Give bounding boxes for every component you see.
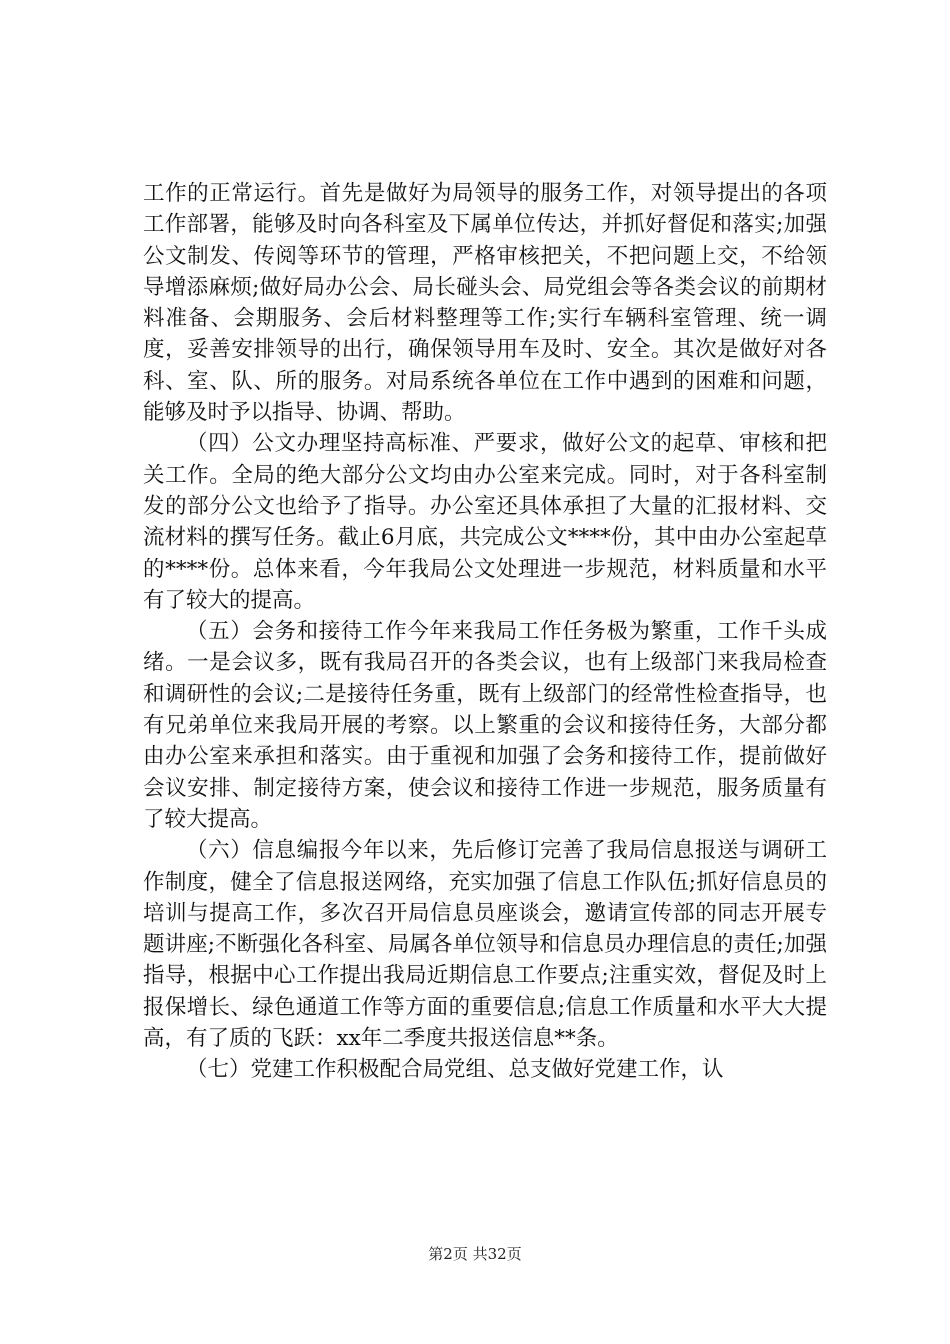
paragraph-2: （四）公文办理坚持高标准、严要求，做好公文的起草、审核和把关工作。全局的绝大部分公文均由办公室来完成。同时，对于各科室制发的部分公文也给予了指导。办公室还具体承担了大量的汇报材料、交流材料的撰写任务。截止6月底，共完成公文****份，其中由办公室起草的****份。总体来看，今年我局公文处理进一步规范，材料质量和水平有了较大的提高。 [143, 431, 827, 613]
page-number-footer: 第2页 共32页 [428, 1245, 522, 1263]
paragraph-1: 工作的正常运行。首先是做好为局领导的服务工作，对领导提出的各项工作部署，能够及时向各科室及下属单位传达，并抓好督促和落实;加强公文制发、传阅等环节的管理，严格审核把关，不把问题上交，不给领导增添麻烦;做好局办公会、局长碰头会、局党组会等各类会议的前期材料准备、会期服务、会后材料整理等工作;实行车辆科室管理、统一调度，妥善安排领导的出行，确保领导用车及时、安全。其次是做好对各科、室、队、所的服务。对局系统各单位在工作中遇到的困难和问题，能够及时予以指导、协调、帮助。 [143, 181, 827, 426]
paragraph-5: （七）党建工作积极配合局党组、总支做好党建工作，认 [186, 1057, 724, 1083]
document-body [143, 178, 827, 1086]
paragraph-3: （五）会务和接待工作今年来我局工作任务极为繁重，工作千头成绪。一是会议多，既有我局召开的各类会议，也有上级部门来我局检查和调研性的会议;二是接待任务重，既有上级部门的经常性检查指导，也有兄弟单位来我局开展的考察。以上繁重的会议和接待任务，大部分都由办公室来承担和落实。由于重视和加强了会务和接待工作，提前做好会议安排、制定接待方案，使会议和接待工作进一步规范，服务质量有了较大提高。 [143, 619, 827, 832]
paragraph-4: （六）信息编报今年以来，先后修订完善了我局信息报送与调研工作制度，健全了信息报送网络，充实加强了信息工作队伍;抓好信息员的培训与提高工作，多次召开局信息员座谈会，邀请宣传部的同志开展专题讲座;不断强化各科室、局属各单位领导和信息员办理信息的责任;加强指导，根据中心工作提出我局近期信息工作要点;注重实效，督促及时上报保增长、绿色通道工作等方面的重要信息;信息工作质量和水平大大提高，有了质的飞跃：xx年二季度共报送信息**条。 [143, 838, 827, 1052]
